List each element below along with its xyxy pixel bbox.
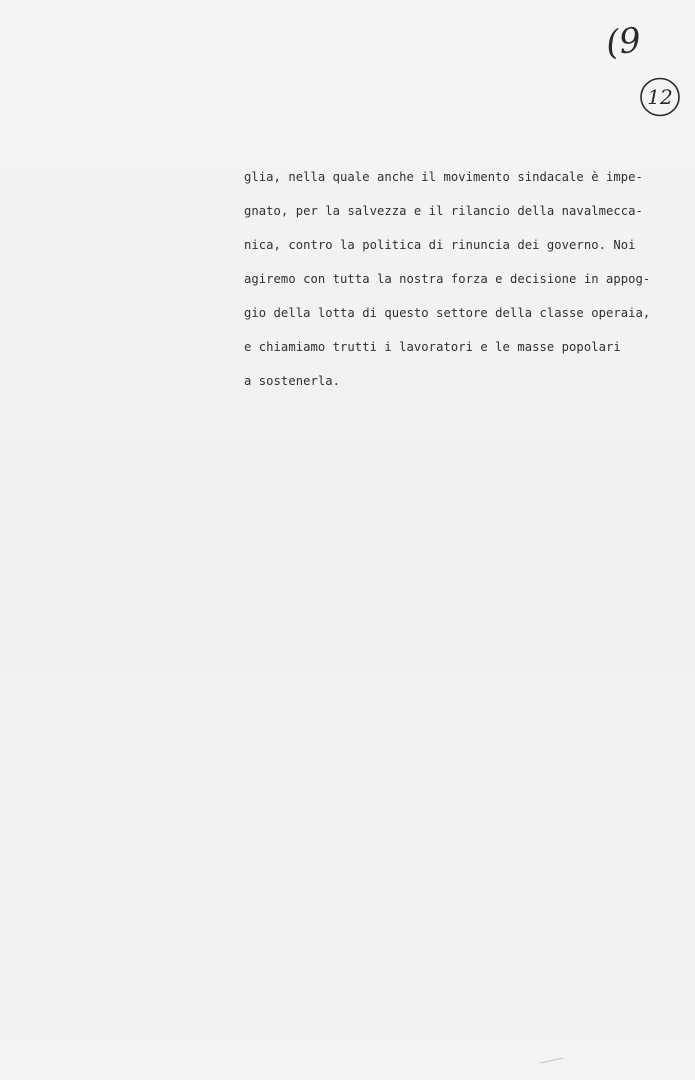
typed-paragraph: [244, 160, 654, 398]
text-line: glia, nella quale anche il movimento sindacale è impe-: [244, 170, 643, 184]
text-line: nica, contro la politica di rinuncia dei governo. Noi: [244, 238, 636, 252]
circled-page-number: [639, 76, 681, 118]
text-line: gnato, per la salvezza e il rilancio della navalmecca-: [244, 204, 643, 218]
handwritten-page-mark: (9: [604, 20, 643, 64]
circled-number-text: 12: [647, 85, 673, 109]
text-line: gio della lotta di questo settore della classe operaia,: [244, 306, 651, 320]
text-line: e chiamiamo trutti i lavoratori e le masse popolari: [244, 340, 621, 354]
text-line: a sostenerla.: [244, 374, 341, 388]
text-line: agiremo con tutta la nostra forza e decisione in appog-: [244, 272, 651, 286]
paper-mark: [540, 1058, 565, 1070]
